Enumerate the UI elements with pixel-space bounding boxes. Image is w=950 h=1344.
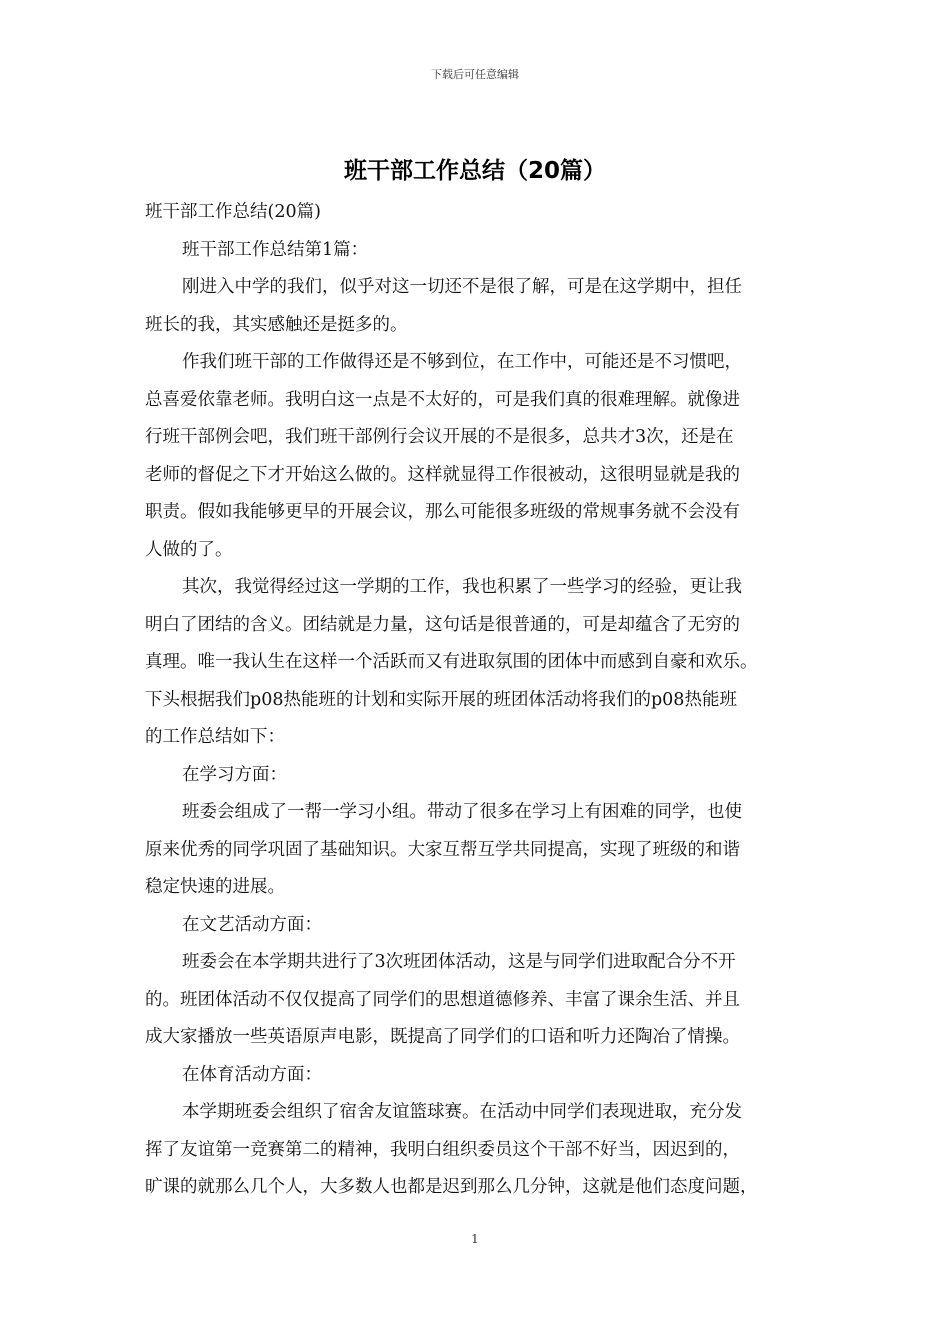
document-title: 班干部工作总结（20篇） [343, 158, 606, 184]
text-line: 总喜爱依靠老师。我明白这一点是不太好的，可是我们真的很难理解。就像进 [145, 389, 740, 410]
text-line: 作我们班干部的工作做得还是不够到位，在工作中，可能还是不习惯吧， [182, 352, 742, 372]
text-line: 稳定快速的进展。 [145, 877, 285, 897]
text-line: 刚进入中学的我们，似乎对这一切还不是很了解，可是在这学期中，担任 [182, 277, 742, 297]
text-line: 班干部工作总结(20篇) [145, 202, 321, 222]
text-line: 班委会在本学期共进行了3次班团体活动，这是与同学们进取配合分不开 [182, 952, 736, 972]
text-line: 老师的督促之下才开始这么做的。这样就显得工作很被动，这很明显就是我的 [145, 464, 740, 485]
text-line: 下头根据我们p08热能班的计划和实际开展的班团体活动将我们的p08热能班 [145, 689, 737, 710]
text-line: 成大家播放一些英语原声电影，既提高了同学们的口语和听力还陶冶了情操。 [145, 1027, 740, 1047]
text-line: 班长的我，其实感触还是挺多的。 [145, 314, 408, 335]
text-line: 班干部工作总结第1篇： [182, 239, 369, 260]
text-line: 明白了团结的含义。团结就是力量，这句话是很普通的，可是却蕴含了无穷的 [145, 614, 740, 635]
text-line: 在文艺活动方面： [182, 914, 322, 935]
text-line: 人做的了。 [145, 539, 233, 560]
text-line: 的工作总结如下： [145, 727, 285, 747]
document-body [145, 194, 813, 1207]
text-line: 本学期班委会组织了宿舍友谊篮球赛。在活动中同学们表现进取，充分发 [182, 1102, 742, 1122]
text-line: 行班干部例会吧，我们班干部例行会议开展的不是很多，总共才3次，还是在 [145, 427, 734, 447]
page-number: 1 [471, 1232, 479, 1246]
text-line: 真理。唯一我认生在这样一个活跃而又有进取氛围的团体中而感到自豪和欢乐。 [145, 652, 758, 672]
text-line: 挥了友谊第一竞赛第二的精神，我明白组织委员这个干部不好当，因迟到的， [145, 1139, 740, 1160]
text-line: 职责。假如我能够更早的开展会议，那么可能很多班级的常规事务就不会没有 [145, 502, 740, 522]
text-line: 原来优秀的同学巩固了基础知识。大家互帮互学共同提高，实现了班级的和谐 [145, 839, 740, 860]
text-line: 班委会组成了一帮一学习小组。带动了很多在学习上有困难的同学，也使 [182, 802, 742, 822]
text-line: 的。班团体活动不仅仅提高了同学们的思想道德修养、丰富了课余生活、并且 [145, 989, 740, 1010]
text-line: 旷课的就那么几个人，大多数人也都是迟到那么几分钟，这就是他们态度问题， [145, 1177, 758, 1197]
text-line: 在体育活动方面： [182, 1064, 322, 1085]
header-note: 下载后可任意编辑 [431, 68, 519, 81]
text-line: 在学习方面： [182, 764, 287, 785]
text-line: 其次，我觉得经过这一学期的工作，我也积累了一些学习的经验，更让我 [182, 577, 742, 597]
